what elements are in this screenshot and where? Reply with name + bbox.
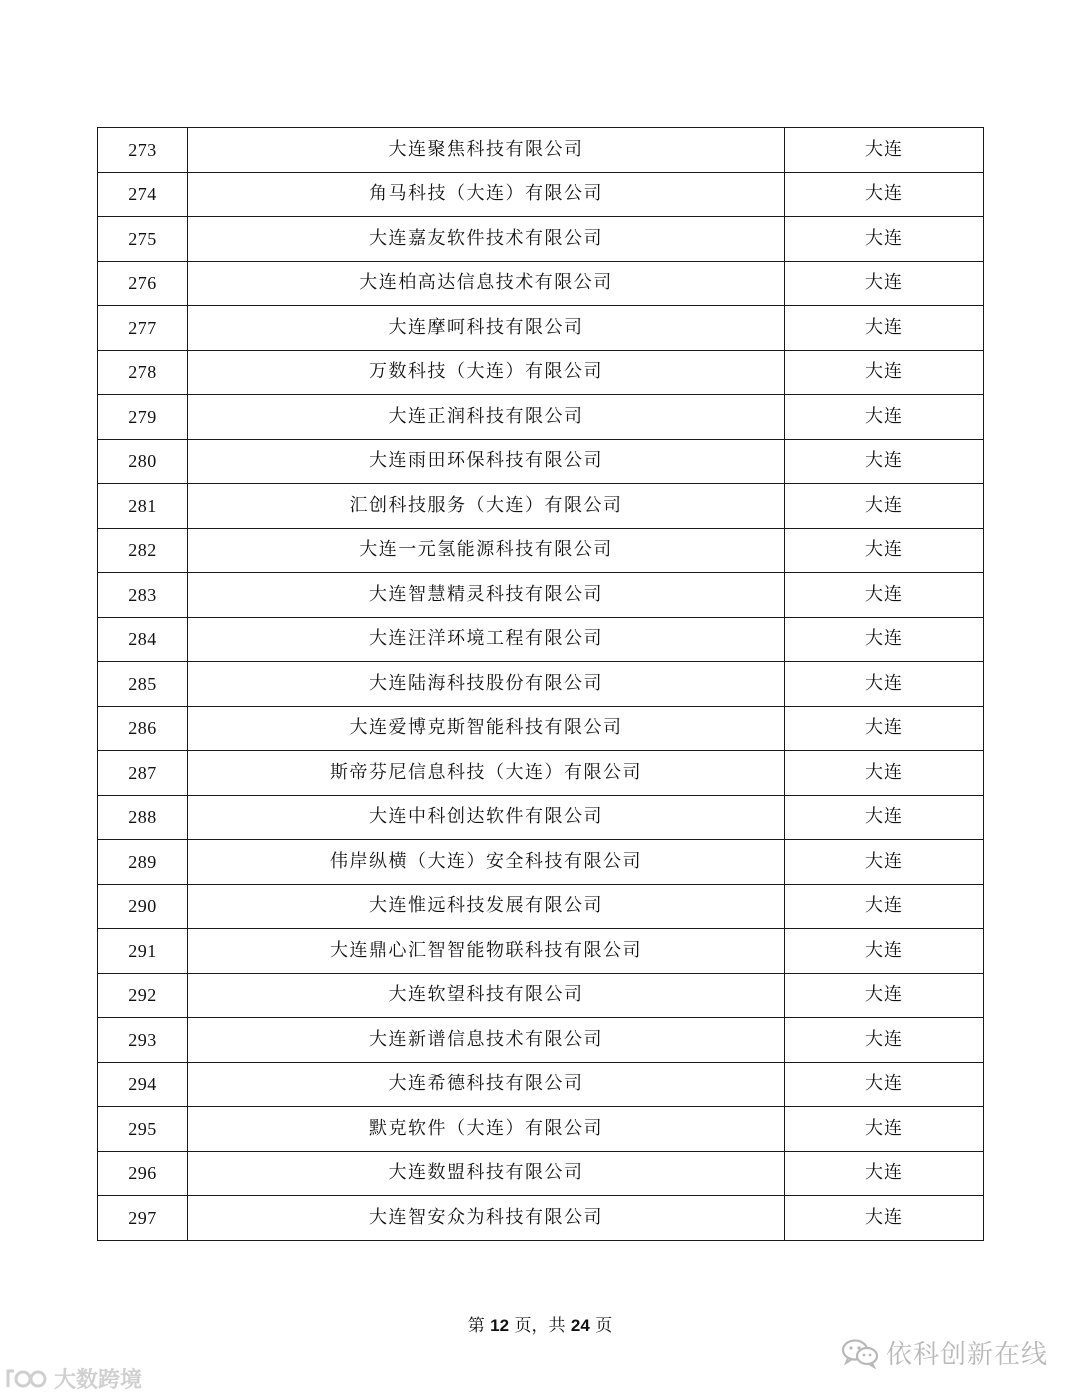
city-name: 大连 [785,884,984,929]
table-row [98,350,984,395]
city-name: 大连 [785,617,984,662]
city-name: 大连 [785,662,984,707]
row-number: 297 [98,1196,188,1241]
watermark-account [840,1334,1048,1371]
footer-suffix: 页 [589,1316,613,1336]
row-number: 278 [98,350,188,395]
city-name: 大连 [785,573,984,618]
table-row [98,1196,984,1241]
company-name: 大连一元氢能源科技有限公司 [188,528,785,573]
watermark-account-name: 依科创新在线 [886,1340,1049,1370]
row-number: 284 [98,617,188,662]
row-number: 287 [98,751,188,796]
table-row [98,306,984,351]
company-name: 角马科技（大连）有限公司 [188,172,785,217]
company-name: 斯帝芬尼信息科技（大连）有限公司 [188,751,785,796]
row-number: 274 [98,172,188,217]
table-row [98,1151,984,1196]
table-row [98,973,984,1018]
company-name: 大连智安众为科技有限公司 [188,1196,785,1241]
row-number: 290 [98,884,188,929]
company-name: 大连惟远科技发展有限公司 [188,884,785,929]
row-number: 281 [98,484,188,529]
table-body [98,128,984,1241]
company-name: 大连新谱信息技术有限公司 [188,1018,785,1063]
city-name: 大连 [785,128,984,173]
city-name: 大连 [785,261,984,306]
city-name: 大连 [785,840,984,885]
table-row [98,128,984,173]
city-name: 大连 [785,795,984,840]
city-name: 大连 [785,306,984,351]
brand-logo-icon [4,1365,50,1393]
city-name: 大连 [785,172,984,217]
table-row [98,484,984,529]
company-name: 伟岸纵横（大连）安全科技有限公司 [188,840,785,885]
company-name: 大连陆海科技股份有限公司 [188,662,785,707]
city-name: 大连 [785,1062,984,1107]
table-row [98,706,984,751]
table-row [98,751,984,796]
company-name: 大连正润科技有限公司 [188,395,785,440]
city-name: 大连 [785,751,984,796]
company-name: 大连鼎心汇智智能物联科技有限公司 [188,929,785,974]
row-number: 288 [98,795,188,840]
company-name: 大连希德科技有限公司 [188,1062,785,1107]
table-row [98,172,984,217]
company-name: 默克软件（大连）有限公司 [188,1107,785,1152]
row-number: 291 [98,929,188,974]
company-list-table [97,127,984,1241]
table-row [98,395,984,440]
city-name: 大连 [785,484,984,529]
table-row [98,1062,984,1107]
company-name: 汇创科技服务（大连）有限公司 [188,484,785,529]
total-pages-number: 24 [570,1316,590,1335]
row-number: 282 [98,528,188,573]
company-name: 大连数盟科技有限公司 [188,1151,785,1196]
row-number: 277 [98,306,188,351]
table-row [98,217,984,262]
company-name: 万数科技（大连）有限公司 [188,350,785,395]
table-row [98,795,984,840]
table-row [98,528,984,573]
city-name: 大连 [785,1196,984,1241]
company-name: 大连摩呵科技有限公司 [188,306,785,351]
table-row [98,573,984,618]
city-name: 大连 [785,217,984,262]
city-name: 大连 [785,350,984,395]
company-name: 大连嘉友软件技术有限公司 [188,217,785,262]
company-name: 大连智慧精灵科技有限公司 [188,573,785,618]
page-footer [0,1311,1080,1336]
wechat-icon [840,1337,880,1369]
row-number: 279 [98,395,188,440]
table-row [98,840,984,885]
company-name: 大连中科创达软件有限公司 [188,795,785,840]
table-row [98,1018,984,1063]
watermark-brand [4,1363,142,1394]
row-number: 283 [98,573,188,618]
table-row [98,1107,984,1152]
row-number: 289 [98,840,188,885]
city-name: 大连 [785,1018,984,1063]
city-name: 大连 [785,1151,984,1196]
table-row [98,929,984,974]
city-name: 大连 [785,929,984,974]
table-row [98,439,984,484]
company-name: 大连软望科技有限公司 [188,973,785,1018]
table-row [98,884,984,929]
table-row [98,662,984,707]
row-number: 280 [98,439,188,484]
company-name: 大连雨田环保科技有限公司 [188,439,785,484]
footer-prefix: 第 [467,1316,491,1336]
city-name: 大连 [785,973,984,1018]
row-number: 286 [98,706,188,751]
city-name: 大连 [785,395,984,440]
company-name: 大连汪洋环境工程有限公司 [188,617,785,662]
city-name: 大连 [785,1107,984,1152]
city-name: 大连 [785,439,984,484]
row-number: 295 [98,1107,188,1152]
footer-middle: 页，共 [509,1316,571,1336]
city-name: 大连 [785,528,984,573]
company-name: 大连爱博克斯智能科技有限公司 [188,706,785,751]
current-page-number: 12 [490,1316,510,1335]
row-number: 276 [98,261,188,306]
row-number: 285 [98,662,188,707]
row-number: 275 [98,217,188,262]
row-number: 292 [98,973,188,1018]
table-row [98,617,984,662]
row-number: 273 [98,128,188,173]
company-name: 大连聚焦科技有限公司 [188,128,785,173]
table-row [98,261,984,306]
row-number: 296 [98,1151,188,1196]
row-number: 294 [98,1062,188,1107]
city-name: 大连 [785,706,984,751]
row-number: 293 [98,1018,188,1063]
watermark-brand-name: 大数跨境 [54,1368,143,1393]
company-name: 大连柏高达信息技术有限公司 [188,261,785,306]
